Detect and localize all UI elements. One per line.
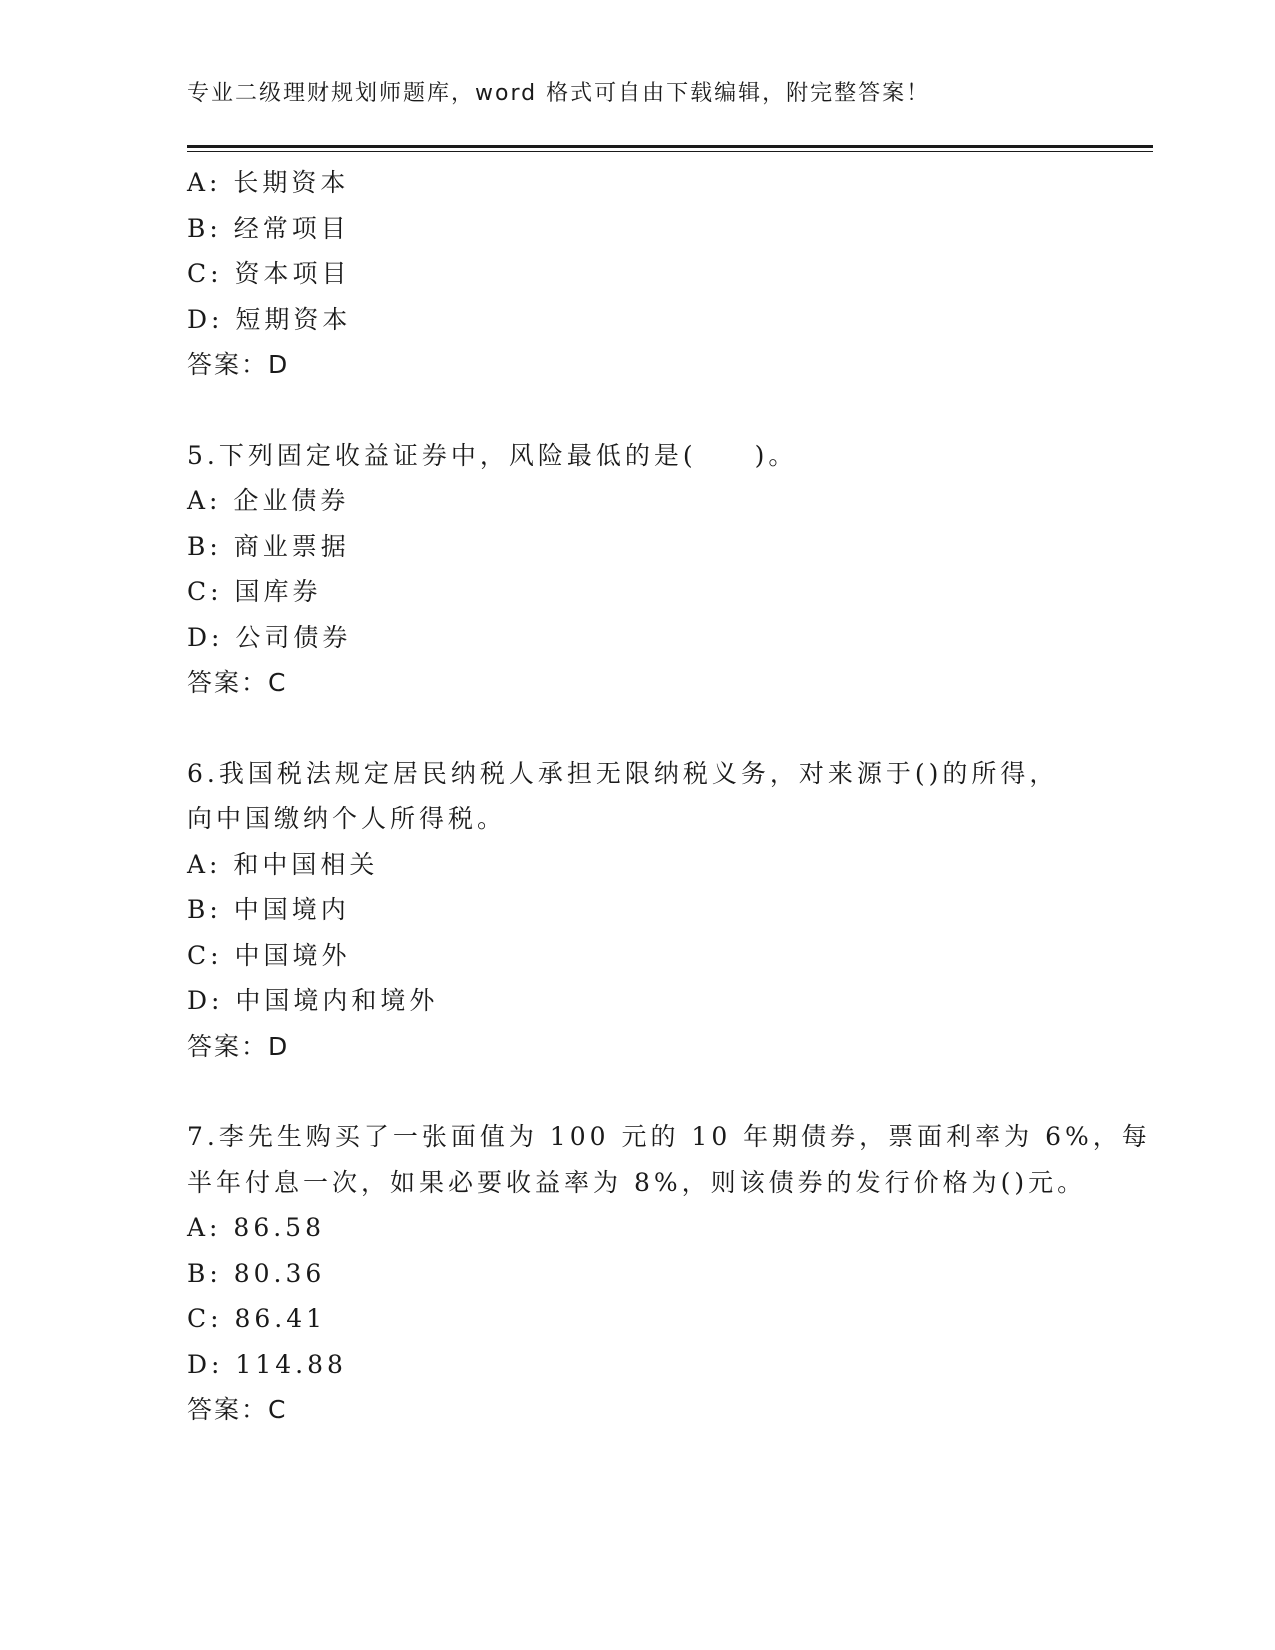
option-d: D: 中国境内和境外: [187, 986, 439, 1015]
question-text: 7.李先生购买了一张面值为 100 元的 10 年期债券，票面利率为 6%，每: [187, 1122, 1151, 1151]
option-c: C: 国库券: [187, 577, 322, 606]
option-c: C: 资本项目: [187, 259, 351, 288]
question-6: [187, 751, 1107, 1070]
option-b: B: 中国境内: [187, 895, 350, 924]
option-c: C: 86.41: [187, 1304, 327, 1333]
option-b: B: 80.36: [187, 1258, 326, 1288]
question-4-tail: [187, 160, 1107, 388]
question-7: [187, 1114, 1151, 1433]
header-rule-thin: [187, 151, 1153, 152]
document-body: [187, 160, 1151, 1433]
answer: 答案：D: [187, 350, 290, 379]
question-text: 6.我国税法规定居民纳税人承担无限纳税义务，对来源于()的所得，: [187, 758, 1059, 788]
option-a: A: 长期资本: [187, 168, 350, 197]
answer: 答案：D: [187, 1031, 290, 1061]
option-b: B: 经常项目: [187, 213, 350, 243]
question-text-cont: 半年付息一次，如果必要收益率为 8%，则该债券的发行价格为()元。: [187, 1167, 1087, 1197]
document-header: 专业二级理财规划师题库，word 格式可自由下载编辑，附完整答案！: [187, 81, 931, 106]
question-text-cont: 向中国缴纳个人所得税。: [187, 804, 507, 833]
option-d: D: 公司债券: [187, 622, 352, 652]
option-a: A: 企业债券: [187, 486, 350, 515]
option-b: B: 商业票据: [187, 531, 350, 561]
option-a: A: 86.58: [187, 1213, 325, 1242]
header-rule-thick: [187, 145, 1153, 148]
option-c: C: 中国境外: [187, 940, 351, 970]
option-a: A: 和中国相关: [187, 849, 379, 879]
question-text: 5.下列固定收益证券中，风险最低的是( )。: [187, 440, 798, 470]
answer: 答案：C: [187, 668, 288, 697]
option-d: D: 114.88: [187, 1349, 347, 1379]
answer: 答案：C: [187, 1395, 288, 1424]
option-d: D: 短期资本: [187, 304, 352, 334]
question-5: [187, 433, 1107, 706]
